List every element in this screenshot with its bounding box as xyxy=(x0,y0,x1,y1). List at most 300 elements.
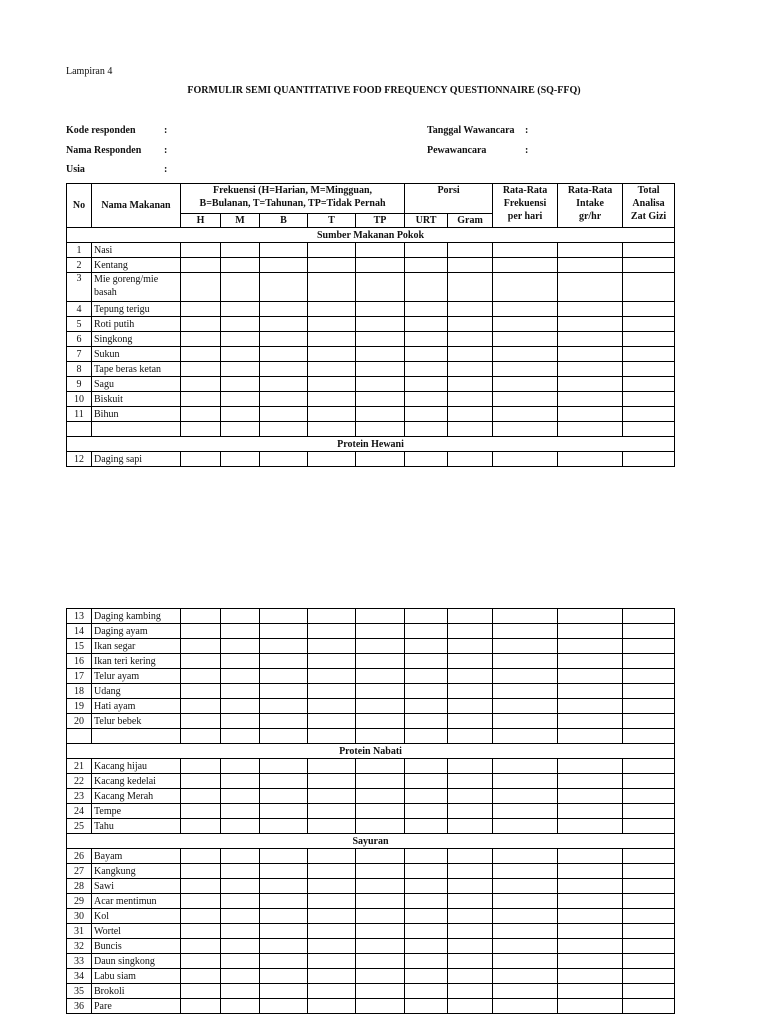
entry-cell[interactable] xyxy=(260,609,308,624)
entry-cell[interactable] xyxy=(405,699,448,714)
entry-cell[interactable] xyxy=(221,609,260,624)
entry-cell[interactable] xyxy=(181,954,221,969)
entry-cell[interactable] xyxy=(221,714,260,729)
entry-cell[interactable] xyxy=(623,924,675,939)
entry-cell[interactable] xyxy=(405,894,448,909)
entry-cell[interactable] xyxy=(356,654,405,669)
entry-cell[interactable] xyxy=(405,924,448,939)
entry-cell[interactable] xyxy=(356,894,405,909)
entry-cell[interactable] xyxy=(181,332,221,347)
entry-cell[interactable] xyxy=(260,362,308,377)
entry-cell[interactable] xyxy=(493,729,558,744)
entry-cell[interactable] xyxy=(221,999,260,1014)
entry-cell[interactable] xyxy=(308,258,356,273)
entry-cell[interactable] xyxy=(405,864,448,879)
entry-cell[interactable] xyxy=(493,609,558,624)
entry-cell[interactable] xyxy=(448,759,493,774)
entry-cell[interactable] xyxy=(181,849,221,864)
entry-cell[interactable] xyxy=(356,774,405,789)
entry-cell[interactable] xyxy=(356,302,405,317)
entry-cell[interactable] xyxy=(221,639,260,654)
entry-cell[interactable] xyxy=(493,849,558,864)
entry-cell[interactable] xyxy=(260,392,308,407)
entry-cell[interactable] xyxy=(308,774,356,789)
entry-cell[interactable] xyxy=(405,759,448,774)
entry-cell[interactable] xyxy=(623,302,675,317)
entry-cell[interactable] xyxy=(558,639,623,654)
entry-cell[interactable] xyxy=(493,954,558,969)
entry-cell[interactable] xyxy=(623,789,675,804)
entry-cell[interactable] xyxy=(221,774,260,789)
entry-cell[interactable] xyxy=(181,804,221,819)
entry-cell[interactable] xyxy=(181,774,221,789)
entry-cell[interactable] xyxy=(448,302,493,317)
entry-cell[interactable] xyxy=(558,609,623,624)
entry-cell[interactable] xyxy=(260,864,308,879)
entry-cell[interactable] xyxy=(356,999,405,1014)
entry-cell[interactable] xyxy=(493,939,558,954)
entry-cell[interactable] xyxy=(308,273,356,302)
entry-cell[interactable] xyxy=(356,849,405,864)
entry-cell[interactable] xyxy=(308,669,356,684)
entry-cell[interactable] xyxy=(558,624,623,639)
entry-cell[interactable] xyxy=(448,804,493,819)
entry-cell[interactable] xyxy=(260,624,308,639)
entry-cell[interactable] xyxy=(623,774,675,789)
entry-cell[interactable] xyxy=(493,243,558,258)
entry-cell[interactable] xyxy=(493,422,558,437)
entry-cell[interactable] xyxy=(221,362,260,377)
entry-cell[interactable] xyxy=(623,332,675,347)
entry-cell[interactable] xyxy=(448,879,493,894)
entry-cell[interactable] xyxy=(405,999,448,1014)
entry-cell[interactable] xyxy=(181,624,221,639)
entry-cell[interactable] xyxy=(356,759,405,774)
entry-cell[interactable] xyxy=(623,729,675,744)
entry-cell[interactable] xyxy=(308,347,356,362)
entry-cell[interactable] xyxy=(356,422,405,437)
entry-cell[interactable] xyxy=(221,924,260,939)
entry-cell[interactable] xyxy=(558,789,623,804)
entry-cell[interactable] xyxy=(308,302,356,317)
entry-cell[interactable] xyxy=(493,332,558,347)
entry-cell[interactable] xyxy=(260,273,308,302)
entry-cell[interactable] xyxy=(448,984,493,999)
entry-cell[interactable] xyxy=(493,407,558,422)
entry-cell[interactable] xyxy=(448,864,493,879)
entry-cell[interactable] xyxy=(558,954,623,969)
entry-cell[interactable] xyxy=(623,939,675,954)
entry-cell[interactable] xyxy=(448,714,493,729)
entry-cell[interactable] xyxy=(558,759,623,774)
entry-cell[interactable] xyxy=(308,714,356,729)
entry-cell[interactable] xyxy=(448,362,493,377)
entry-cell[interactable] xyxy=(356,392,405,407)
entry-cell[interactable] xyxy=(221,864,260,879)
entry-cell[interactable] xyxy=(405,243,448,258)
entry-cell[interactable] xyxy=(558,317,623,332)
entry-cell[interactable] xyxy=(181,894,221,909)
entry-cell[interactable] xyxy=(558,774,623,789)
entry-cell[interactable] xyxy=(308,969,356,984)
entry-cell[interactable] xyxy=(260,669,308,684)
entry-cell[interactable] xyxy=(623,954,675,969)
entry-cell[interactable] xyxy=(405,392,448,407)
entry-cell[interactable] xyxy=(493,654,558,669)
entry-cell[interactable] xyxy=(558,879,623,894)
entry-cell[interactable] xyxy=(260,714,308,729)
entry-cell[interactable] xyxy=(623,407,675,422)
entry-cell[interactable] xyxy=(181,377,221,392)
entry-cell[interactable] xyxy=(181,729,221,744)
entry-cell[interactable] xyxy=(405,332,448,347)
entry-cell[interactable] xyxy=(356,258,405,273)
entry-cell[interactable] xyxy=(260,969,308,984)
entry-cell[interactable] xyxy=(493,759,558,774)
entry-cell[interactable] xyxy=(221,332,260,347)
entry-cell[interactable] xyxy=(221,684,260,699)
entry-cell[interactable] xyxy=(308,392,356,407)
entry-cell[interactable] xyxy=(448,699,493,714)
entry-cell[interactable] xyxy=(493,347,558,362)
entry-cell[interactable] xyxy=(221,984,260,999)
entry-cell[interactable] xyxy=(493,317,558,332)
entry-cell[interactable] xyxy=(260,654,308,669)
entry-cell[interactable] xyxy=(221,909,260,924)
entry-cell[interactable] xyxy=(260,774,308,789)
entry-cell[interactable] xyxy=(405,362,448,377)
entry-cell[interactable] xyxy=(356,609,405,624)
entry-cell[interactable] xyxy=(623,347,675,362)
entry-cell[interactable] xyxy=(493,362,558,377)
entry-cell[interactable] xyxy=(493,699,558,714)
entry-cell[interactable] xyxy=(493,258,558,273)
entry-cell[interactable] xyxy=(623,392,675,407)
entry-cell[interactable] xyxy=(623,759,675,774)
entry-cell[interactable] xyxy=(623,864,675,879)
entry-cell[interactable] xyxy=(448,422,493,437)
entry-cell[interactable] xyxy=(448,774,493,789)
entry-cell[interactable] xyxy=(221,377,260,392)
entry-cell[interactable] xyxy=(308,909,356,924)
entry-cell[interactable] xyxy=(493,864,558,879)
entry-cell[interactable] xyxy=(221,804,260,819)
entry-cell[interactable] xyxy=(558,332,623,347)
entry-cell[interactable] xyxy=(405,804,448,819)
entry-cell[interactable] xyxy=(260,729,308,744)
entry-cell[interactable] xyxy=(558,804,623,819)
entry-cell[interactable] xyxy=(181,879,221,894)
entry-cell[interactable] xyxy=(308,609,356,624)
entry-cell[interactable] xyxy=(448,939,493,954)
entry-cell[interactable] xyxy=(308,684,356,699)
entry-cell[interactable] xyxy=(558,864,623,879)
entry-cell[interactable] xyxy=(623,317,675,332)
entry-cell[interactable] xyxy=(405,939,448,954)
entry-cell[interactable] xyxy=(308,819,356,834)
entry-cell[interactable] xyxy=(558,347,623,362)
entry-cell[interactable] xyxy=(356,789,405,804)
entry-cell[interactable] xyxy=(448,332,493,347)
entry-cell[interactable] xyxy=(308,639,356,654)
entry-cell[interactable] xyxy=(448,684,493,699)
entry-cell[interactable] xyxy=(356,969,405,984)
entry-cell[interactable] xyxy=(181,422,221,437)
entry-cell[interactable] xyxy=(356,362,405,377)
entry-cell[interactable] xyxy=(493,377,558,392)
entry-cell[interactable] xyxy=(558,377,623,392)
entry-cell[interactable] xyxy=(405,879,448,894)
entry-cell[interactable] xyxy=(558,924,623,939)
entry-cell[interactable] xyxy=(493,969,558,984)
entry-cell[interactable] xyxy=(221,452,260,467)
entry-cell[interactable] xyxy=(308,999,356,1014)
entry-cell[interactable] xyxy=(221,759,260,774)
entry-cell[interactable] xyxy=(558,407,623,422)
entry-cell[interactable] xyxy=(308,864,356,879)
entry-cell[interactable] xyxy=(623,819,675,834)
entry-cell[interactable] xyxy=(221,939,260,954)
entry-cell[interactable] xyxy=(181,347,221,362)
entry-cell[interactable] xyxy=(221,243,260,258)
entry-cell[interactable] xyxy=(260,317,308,332)
entry-cell[interactable] xyxy=(260,894,308,909)
entry-cell[interactable] xyxy=(221,699,260,714)
entry-cell[interactable] xyxy=(181,909,221,924)
entry-cell[interactable] xyxy=(260,452,308,467)
entry-cell[interactable] xyxy=(405,729,448,744)
entry-cell[interactable] xyxy=(356,273,405,302)
entry-cell[interactable] xyxy=(221,969,260,984)
entry-cell[interactable] xyxy=(448,624,493,639)
entry-cell[interactable] xyxy=(260,332,308,347)
entry-cell[interactable] xyxy=(558,729,623,744)
entry-cell[interactable] xyxy=(448,407,493,422)
entry-cell[interactable] xyxy=(405,407,448,422)
entry-cell[interactable] xyxy=(405,624,448,639)
entry-cell[interactable] xyxy=(308,407,356,422)
entry-cell[interactable] xyxy=(308,452,356,467)
entry-cell[interactable] xyxy=(308,984,356,999)
entry-cell[interactable] xyxy=(221,654,260,669)
entry-cell[interactable] xyxy=(221,317,260,332)
entry-cell[interactable] xyxy=(405,654,448,669)
entry-cell[interactable] xyxy=(308,759,356,774)
entry-cell[interactable] xyxy=(448,377,493,392)
entry-cell[interactable] xyxy=(181,984,221,999)
entry-cell[interactable] xyxy=(493,452,558,467)
entry-cell[interactable] xyxy=(448,819,493,834)
entry-cell[interactable] xyxy=(493,924,558,939)
entry-cell[interactable] xyxy=(181,669,221,684)
entry-cell[interactable] xyxy=(356,407,405,422)
entry-cell[interactable] xyxy=(405,273,448,302)
entry-cell[interactable] xyxy=(308,924,356,939)
entry-cell[interactable] xyxy=(558,984,623,999)
entry-cell[interactable] xyxy=(623,894,675,909)
entry-cell[interactable] xyxy=(558,243,623,258)
entry-cell[interactable] xyxy=(260,984,308,999)
entry-cell[interactable] xyxy=(308,894,356,909)
entry-cell[interactable] xyxy=(558,714,623,729)
entry-cell[interactable] xyxy=(493,684,558,699)
entry-cell[interactable] xyxy=(558,452,623,467)
entry-cell[interactable] xyxy=(448,317,493,332)
entry-cell[interactable] xyxy=(448,954,493,969)
entry-cell[interactable] xyxy=(558,669,623,684)
entry-cell[interactable] xyxy=(308,699,356,714)
entry-cell[interactable] xyxy=(260,789,308,804)
entry-cell[interactable] xyxy=(623,999,675,1014)
entry-cell[interactable] xyxy=(558,258,623,273)
entry-cell[interactable] xyxy=(260,804,308,819)
entry-cell[interactable] xyxy=(448,909,493,924)
entry-cell[interactable] xyxy=(558,909,623,924)
entry-cell[interactable] xyxy=(356,864,405,879)
entry-cell[interactable] xyxy=(260,909,308,924)
entry-cell[interactable] xyxy=(493,639,558,654)
entry-cell[interactable] xyxy=(308,729,356,744)
entry-cell[interactable] xyxy=(356,639,405,654)
entry-cell[interactable] xyxy=(356,939,405,954)
entry-cell[interactable] xyxy=(405,969,448,984)
entry-cell[interactable] xyxy=(623,669,675,684)
entry-cell[interactable] xyxy=(356,624,405,639)
entry-cell[interactable] xyxy=(623,984,675,999)
entry-cell[interactable] xyxy=(448,969,493,984)
entry-cell[interactable] xyxy=(623,273,675,302)
entry-cell[interactable] xyxy=(623,422,675,437)
entry-cell[interactable] xyxy=(493,909,558,924)
entry-cell[interactable] xyxy=(181,699,221,714)
entry-cell[interactable] xyxy=(221,819,260,834)
entry-cell[interactable] xyxy=(308,654,356,669)
entry-cell[interactable] xyxy=(260,924,308,939)
entry-cell[interactable] xyxy=(308,377,356,392)
entry-cell[interactable] xyxy=(221,407,260,422)
entry-cell[interactable] xyxy=(493,894,558,909)
entry-cell[interactable] xyxy=(221,879,260,894)
entry-cell[interactable] xyxy=(181,684,221,699)
entry-cell[interactable] xyxy=(623,969,675,984)
entry-cell[interactable] xyxy=(558,999,623,1014)
entry-cell[interactable] xyxy=(493,273,558,302)
entry-cell[interactable] xyxy=(448,639,493,654)
entry-cell[interactable] xyxy=(356,804,405,819)
entry-cell[interactable] xyxy=(448,243,493,258)
entry-cell[interactable] xyxy=(623,714,675,729)
entry-cell[interactable] xyxy=(405,302,448,317)
entry-cell[interactable] xyxy=(308,939,356,954)
entry-cell[interactable] xyxy=(623,609,675,624)
entry-cell[interactable] xyxy=(623,452,675,467)
entry-cell[interactable] xyxy=(260,699,308,714)
entry-cell[interactable] xyxy=(493,669,558,684)
entry-cell[interactable] xyxy=(448,273,493,302)
entry-cell[interactable] xyxy=(356,377,405,392)
entry-cell[interactable] xyxy=(181,392,221,407)
entry-cell[interactable] xyxy=(260,302,308,317)
entry-cell[interactable] xyxy=(260,407,308,422)
entry-cell[interactable] xyxy=(405,317,448,332)
entry-cell[interactable] xyxy=(558,273,623,302)
entry-cell[interactable] xyxy=(308,849,356,864)
entry-cell[interactable] xyxy=(181,969,221,984)
entry-cell[interactable] xyxy=(405,422,448,437)
entry-cell[interactable] xyxy=(260,759,308,774)
entry-cell[interactable] xyxy=(493,392,558,407)
entry-cell[interactable] xyxy=(181,939,221,954)
entry-cell[interactable] xyxy=(623,377,675,392)
entry-cell[interactable] xyxy=(181,302,221,317)
entry-cell[interactable] xyxy=(221,422,260,437)
entry-cell[interactable] xyxy=(623,624,675,639)
entry-cell[interactable] xyxy=(221,302,260,317)
entry-cell[interactable] xyxy=(260,999,308,1014)
entry-cell[interactable] xyxy=(623,654,675,669)
entry-cell[interactable] xyxy=(623,639,675,654)
entry-cell[interactable] xyxy=(181,759,221,774)
entry-cell[interactable] xyxy=(308,879,356,894)
entry-cell[interactable] xyxy=(558,894,623,909)
entry-cell[interactable] xyxy=(623,362,675,377)
entry-cell[interactable] xyxy=(260,684,308,699)
entry-cell[interactable] xyxy=(356,452,405,467)
entry-cell[interactable] xyxy=(448,999,493,1014)
entry-cell[interactable] xyxy=(308,624,356,639)
entry-cell[interactable] xyxy=(260,422,308,437)
entry-cell[interactable] xyxy=(405,984,448,999)
entry-cell[interactable] xyxy=(558,939,623,954)
entry-cell[interactable] xyxy=(308,332,356,347)
entry-cell[interactable] xyxy=(181,273,221,302)
entry-cell[interactable] xyxy=(558,819,623,834)
entry-cell[interactable] xyxy=(493,789,558,804)
entry-cell[interactable] xyxy=(308,317,356,332)
entry-cell[interactable] xyxy=(448,669,493,684)
entry-cell[interactable] xyxy=(260,954,308,969)
entry-cell[interactable] xyxy=(356,909,405,924)
entry-cell[interactable] xyxy=(221,789,260,804)
entry-cell[interactable] xyxy=(356,699,405,714)
entry-cell[interactable] xyxy=(558,849,623,864)
entry-cell[interactable] xyxy=(405,639,448,654)
entry-cell[interactable] xyxy=(493,624,558,639)
entry-cell[interactable] xyxy=(356,347,405,362)
entry-cell[interactable] xyxy=(221,347,260,362)
entry-cell[interactable] xyxy=(181,999,221,1014)
entry-cell[interactable] xyxy=(181,452,221,467)
entry-cell[interactable] xyxy=(448,258,493,273)
entry-cell[interactable] xyxy=(221,729,260,744)
entry-cell[interactable] xyxy=(405,954,448,969)
entry-cell[interactable] xyxy=(623,804,675,819)
entry-cell[interactable] xyxy=(356,669,405,684)
entry-cell[interactable] xyxy=(448,347,493,362)
entry-cell[interactable] xyxy=(405,684,448,699)
entry-cell[interactable] xyxy=(448,392,493,407)
entry-cell[interactable] xyxy=(221,849,260,864)
entry-cell[interactable] xyxy=(405,849,448,864)
entry-cell[interactable] xyxy=(260,347,308,362)
entry-cell[interactable] xyxy=(221,669,260,684)
entry-cell[interactable] xyxy=(623,699,675,714)
entry-cell[interactable] xyxy=(221,392,260,407)
entry-cell[interactable] xyxy=(448,789,493,804)
entry-cell[interactable] xyxy=(356,729,405,744)
entry-cell[interactable] xyxy=(221,624,260,639)
entry-cell[interactable] xyxy=(308,954,356,969)
